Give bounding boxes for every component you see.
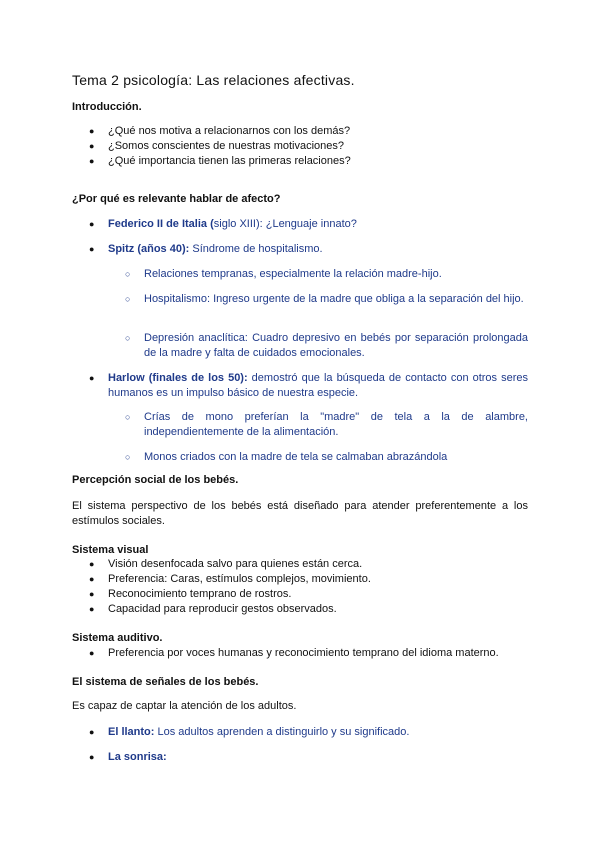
list-item-llanto: ● El llanto: Los adultos aprenden a distinguirlo y su significado. [89, 726, 410, 738]
circle-bullet-icon: ○ [125, 333, 131, 343]
list-item: ● Visión desenfocada salvo para quienes están cerca. [89, 558, 363, 570]
visual-heading: Sistema visual [72, 544, 149, 556]
circle-bullet-icon: ○ [125, 294, 131, 304]
afecto-heading: ¿Por qué es relevante hablar de afecto? [72, 193, 281, 205]
list-item: ● Preferencia: Caras, estímulos complejos, movimiento. [89, 573, 371, 585]
bullet-icon: ● [89, 559, 95, 569]
senales-text: Es capaz de captar la atención de los adultos. [72, 700, 297, 712]
list-item: ● ¿Somos conscientes de nuestras motivaciones? [89, 140, 345, 152]
sub-list-item: ○ Monos criados con la madre de tela se calmaban abrazándola [125, 451, 448, 463]
bullet-icon: ● [89, 156, 95, 166]
bullet-icon: ● [89, 727, 95, 737]
sub-list-item: ○ Crías de mono preferían la "madre" de tela a la de alambre, independientemente de la alimentación. [125, 411, 528, 438]
bullet-icon: ● [89, 219, 95, 229]
circle-bullet-icon: ○ [125, 412, 131, 422]
list-item: ● Capacidad para reproducir gestos observados. [89, 603, 337, 615]
bullet-icon: ● [89, 244, 95, 254]
bullet-icon: ● [89, 589, 95, 599]
bullet-icon: ● [89, 648, 95, 658]
list-item-spitz: ● Spitz (años 40): Síndrome de hospitalismo. [89, 243, 323, 255]
bullet-icon: ● [89, 604, 95, 614]
bullet-icon: ● [89, 126, 95, 136]
bullet-icon: ● [89, 141, 95, 151]
sub-list-item: ○ Hospitalismo: Ingreso urgente de la madre que obliga a la separación del hijo. [125, 293, 524, 305]
sub-list-item: ○ Relaciones tempranas, especialmente la relación madre-hijo. [125, 268, 442, 280]
list-item-federico: ● Federico II de Italia (siglo XIII): ¿Lenguaje innato? [89, 218, 357, 230]
circle-bullet-icon: ○ [125, 452, 131, 462]
list-item: ● ¿Qué nos motiva a relacionarnos con los demás? [89, 125, 351, 137]
bullet-icon: ● [89, 752, 95, 762]
senales-heading: El sistema de señales de los bebés. [72, 676, 259, 688]
circle-bullet-icon: ○ [125, 269, 131, 279]
intro-heading: Introducción. [72, 101, 142, 113]
list-item: ● Reconocimiento temprano de rostros. [89, 588, 292, 600]
page-title: Tema 2 psicología: Las relaciones afectivas. [72, 72, 355, 88]
percepcion-text: El sistema perspectivo de los bebés está diseñado para atender preferentemente a los estímulos sociales. [72, 500, 528, 527]
percepcion-heading: Percepción social de los bebés. [72, 474, 239, 486]
list-item-harlow: ● Harlow (finales de los 50): demostró que la búsqueda de contacto con otros seres humanos es un impulso básico de nuestra especie. [89, 372, 528, 399]
sub-list-item: ○ Depresión anaclítica: Cuadro depresivo en bebés por separación prolongada de la madre y falta de cuidados emocionales. [125, 332, 528, 359]
list-item-sonrisa: ● La sonrisa: [89, 751, 167, 763]
auditivo-heading: Sistema auditivo. [72, 632, 163, 644]
bullet-icon: ● [89, 373, 95, 383]
bullet-icon: ● [89, 574, 95, 584]
list-item: ● Preferencia por voces humanas y reconocimiento temprano del idioma materno. [89, 647, 499, 659]
list-item: ● ¿Qué importancia tienen las primeras relaciones? [89, 155, 351, 167]
